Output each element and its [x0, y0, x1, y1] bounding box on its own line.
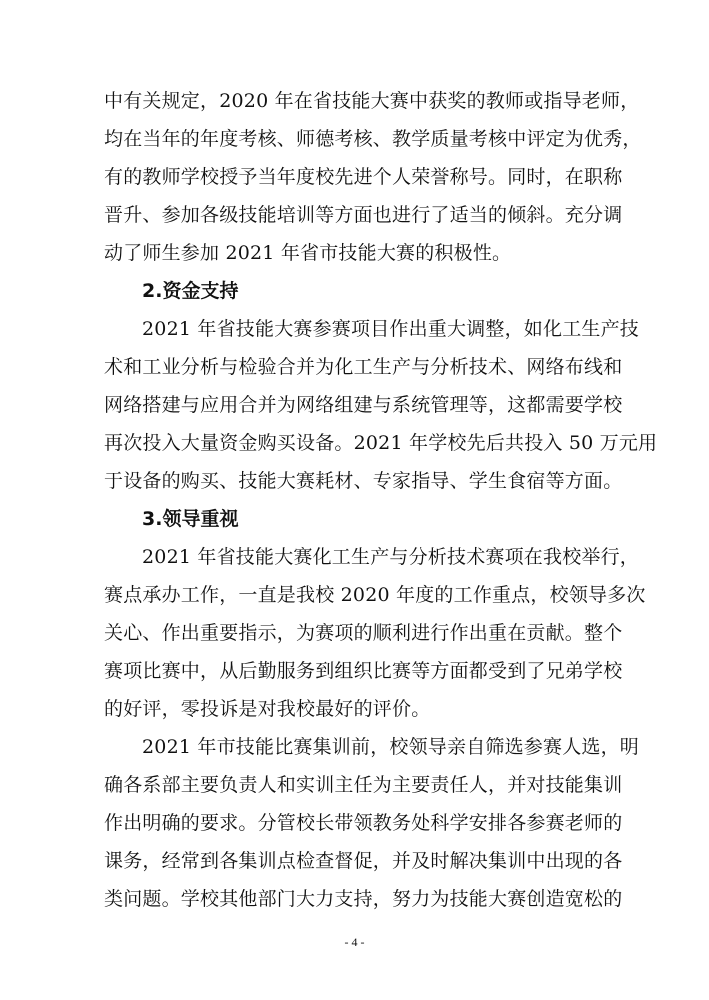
body-text-line: 关心、作出重要指示，为赛项的顺利进行作出重在贡献。整个: [104, 622, 623, 644]
body-text-line: 课务，经常到各集训点检查督促，并及时解决集训中出现的各: [104, 850, 623, 872]
body-text-line: 2021 年省技能大赛化工生产与分析技术赛项在我校举行，: [142, 546, 639, 568]
body-text-line: 术和工业分析与检验合并为化工生产与分析技术、网络布线和: [104, 356, 623, 378]
body-text-line: 的好评，零投诉是对我校最好的评价。: [104, 698, 431, 720]
section-heading-leadership: 3.领导重视: [142, 508, 239, 530]
body-text-line: 动了师生参加 2021 年省市技能大赛的积极性。: [104, 242, 512, 264]
body-text-line: 网络搭建与应用合并为网络组建与系统管理等，这都需要学校: [104, 394, 623, 416]
body-text-line: 有的教师学校授予当年度校先进个人荣誉称号。同时，在职称: [104, 166, 623, 188]
body-text-line: 晋升、参加各级技能培训等方面也进行了适当的倾斜。充分调: [104, 204, 623, 226]
body-text-line: 赛点承办工作，一直是我校 2020 年度的工作重点，校领导多次: [104, 584, 646, 606]
section-heading-funding: 2.资金支持: [142, 280, 239, 302]
body-text-line: 于设备的购买、技能大赛耗材、专家指导、学生食宿等方面。: [104, 470, 623, 492]
body-text-line: 2021 年省技能大赛参赛项目作出重大调整，如化工生产技: [142, 318, 639, 340]
body-text-line: 类问题。学校其他部门大力支持，努力为技能大赛创造宽松的: [104, 888, 623, 910]
body-text-line: 作出明确的要求。分管校长带领教务处科学安排各参赛老师的: [104, 812, 623, 834]
body-text-line: 中有关规定，2020 年在省技能大赛中获奖的教师或指导老师，: [104, 90, 640, 112]
body-text-line: 赛项比赛中，从后勤服务到组织比赛等方面都受到了兄弟学校: [104, 660, 623, 682]
body-text-line: 2021 年市技能比赛集训前，校领导亲自筛选参赛人选，明: [142, 736, 639, 758]
body-text-line: 再次投入大量资金购买设备。2021 年学校先后共投入 50 万元用: [104, 432, 658, 454]
body-text-line: 确各系部主要负责人和实训主任为主要责任人，并对技能集训: [104, 774, 623, 796]
page-number: - 4 -: [344, 935, 365, 949]
body-text-line: 均在当年的年度考核、师德考核、教学质量考核中评定为优秀，: [104, 128, 642, 150]
